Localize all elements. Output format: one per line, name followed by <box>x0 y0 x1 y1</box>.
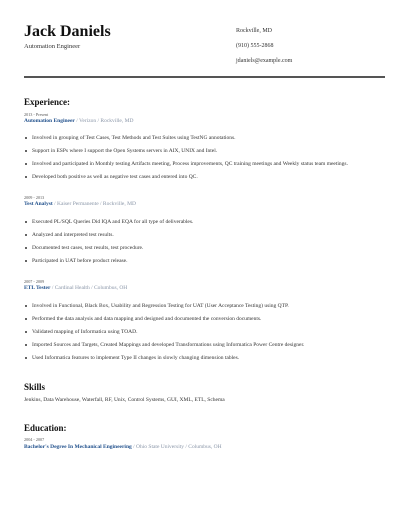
contact-email: jdaniels@example.com <box>236 58 293 64</box>
job-org: / Cardinal Health / Columbus, OH <box>50 285 128 291</box>
contact-info <box>236 28 292 73</box>
job-title: ETL Tester <box>24 285 51 291</box>
duty-item: Participated in UAT before product release. <box>24 258 386 264</box>
duty-item: Involved and participated in Monthly testing Artifacts meeting, Process improvements, QC training meetings and Weekly status team meetings. <box>24 161 386 167</box>
duty-item: Validated mapping of Informatica using TOAD. <box>24 329 386 335</box>
job-dates: 2013 - Present <box>24 112 49 117</box>
header-divider <box>24 76 385 78</box>
duty-item: Involved in grouping of Test Cases, Test Methods and Test Suites using TestNG annotations. <box>24 135 386 141</box>
duty-item: Developed both positive as well as negative test cases and entered into QC. <box>24 174 386 180</box>
candidate-role: Automation Engineer <box>24 43 81 50</box>
resume-header <box>0 0 410 80</box>
job-duties <box>24 303 386 361</box>
duty-item: Support in ESPs where I support the Open Systems servers in AIX, UNIX and Intel. <box>24 148 386 154</box>
job-dates: 2009 - 2013 <box>24 195 45 200</box>
duty-item: Imported Sources and Targets, Created Mappings and developed Transformations using Informatica Power Centre designer. <box>24 342 386 348</box>
job-title: Automation Engineer <box>24 118 75 124</box>
education-dates: 2004 - 2007 <box>24 437 45 442</box>
school-org: / Ohio State University / Columbus, OH <box>131 444 222 450</box>
job-dates: 2007 - 2009 <box>24 279 45 284</box>
contact-phone: (910) 555-2868 <box>236 43 274 49</box>
candidate-name: Jack Daniels <box>24 23 111 40</box>
degree-title: Bachelor's Degree In Mechanical Engineering <box>24 444 132 450</box>
duty-item: Executed PL/SQL Queries Did IQA and EQA for all type of deliverables. <box>24 219 386 225</box>
job-duties <box>24 219 386 264</box>
contact-location: Rockville, MD <box>236 28 272 34</box>
duty-item: Analyzed and interpreted test results. <box>24 232 386 238</box>
duty-item: Documented test cases, test results, test procedure. <box>24 245 386 251</box>
education-heading: Education: <box>24 423 67 433</box>
duty-item: Performed the data analysis and data mapping and designed and documented the conversion documents. <box>24 316 386 322</box>
job-title: Test Analyst <box>24 201 53 207</box>
job-title-line <box>24 285 127 291</box>
job-title-line <box>24 118 133 124</box>
duty-item: Used Informatica features to implement Type II changes in slowly changing dimension tables. <box>24 355 386 361</box>
duty-item: Involved in Functional, Black Box, Usability and Regression Testing for UAT (User Acceptance Testing) using QTP. <box>24 303 386 309</box>
experience-heading: Experience: <box>24 97 70 107</box>
job-duties <box>24 135 386 180</box>
job-org: / Verizon / Rockville, MD <box>74 118 134 124</box>
skills-heading: Skills <box>24 382 46 392</box>
skills-list: Jenkins, Data Warehouse, Waterfall, RF, Unix, Control Systems, GUI, XML, ETL, Schema <box>24 397 225 403</box>
job-title-line <box>24 201 136 207</box>
education-line <box>24 444 222 450</box>
job-org: / Kaiser Permanente / Rockville, MD <box>52 201 136 207</box>
